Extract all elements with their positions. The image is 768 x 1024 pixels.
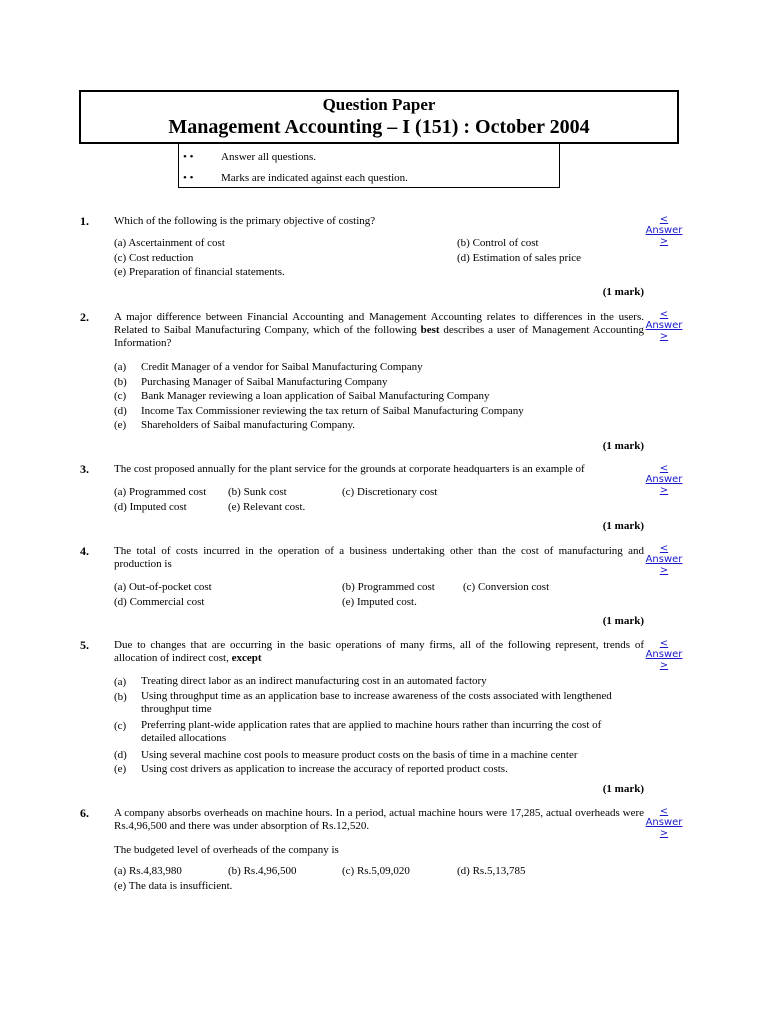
question-number: 1. — [80, 214, 89, 228]
question-number: 2. — [80, 310, 89, 324]
marks-label: (1 mark) — [602, 520, 644, 532]
option: (c) Rs.5,09,020 — [342, 865, 410, 877]
question-subtext: The budgeted level of overheads of the company is — [114, 844, 339, 856]
marks-label: (1 mark) — [602, 440, 644, 452]
option: (e) Relevant cost. — [228, 501, 306, 513]
question-text: The cost proposed annually for the plant service for the grounds at corporate headquarters is an example of — [114, 463, 585, 475]
question-text: A major difference between Financial Accounting and Management Accounting relates to differences in the users. Related to Saibal Manufacturing Company, which of the following best describes a user of Management Accounting Information? — [114, 311, 644, 349]
paper-title: Question Paper — [322, 95, 436, 114]
paper-header — [79, 90, 679, 144]
option: (c) Discretionary cost — [342, 486, 438, 498]
option-letter: (c) — [114, 390, 127, 402]
option: (d) Estimation of sales price — [457, 252, 582, 264]
option-letter: (a) — [114, 676, 127, 688]
option: Credit Manager of a vendor for Saibal Manufacturing Company — [141, 361, 423, 373]
option-letter: (c) — [114, 720, 127, 732]
answer-link[interactable]: < Answer > — [645, 806, 683, 839]
option: (d) Commercial cost — [114, 596, 205, 608]
instruction-item: • • Answer all questions. — [183, 151, 317, 163]
option: Preferring plant-wide application rates that are applied to machine hours rather than incurring the cost of detailed allocations — [141, 719, 602, 744]
option-letter: (b) — [114, 376, 127, 388]
option: Income Tax Commissioner reviewing the tax return of Saibal Manufacturing Company — [141, 405, 524, 417]
option: (a) Ascertainment of cost — [114, 237, 225, 249]
marks-label: (1 mark) — [602, 286, 644, 298]
question-text: Due to changes that are occurring in the basic operations of many firms, all of the following represent, trends of allocation of indirect cost, except — [114, 639, 644, 664]
option: (a) Out-of-pocket cost — [114, 581, 212, 593]
question-number: 5. — [80, 638, 89, 652]
option: Shareholders of Saibal manufacturing Company. — [141, 419, 356, 431]
option: (b) Sunk cost — [228, 486, 287, 498]
option: Bank Manager reviewing a loan application of Saibal Manufacturing Company — [141, 390, 490, 402]
question-number: 6. — [80, 806, 89, 820]
option: Using cost drivers as application to increase the accuracy of reported product costs. — [141, 763, 508, 775]
option: (e) Preparation of financial statements. — [114, 266, 285, 278]
answer-link[interactable]: < Answer > — [645, 463, 683, 496]
option: Using throughput time as an application base to increase awareness of the costs associated with lengthened throughput time — [141, 690, 612, 715]
answer-link[interactable]: < Answer > — [645, 214, 683, 247]
option-letter: (d) — [114, 749, 127, 761]
option-letter: (d) — [114, 405, 127, 417]
option: Purchasing Manager of Saibal Manufacturing Company — [141, 376, 388, 388]
option: (c) Conversion cost — [463, 581, 550, 593]
bullet-icon: • • — [183, 151, 194, 163]
instruction-item: • • Marks are indicated against each question. — [183, 172, 408, 184]
question-number: 4. — [80, 544, 89, 558]
option: (d) Imputed cost — [114, 501, 187, 513]
option: (d) Rs.5,13,785 — [457, 865, 526, 877]
answer-link[interactable]: < Answer > — [645, 543, 683, 576]
question-number: 3. — [80, 462, 89, 476]
option-letter: (e) — [114, 763, 127, 775]
paper-subtitle: Management Accounting – I (151) : October 2004 — [168, 116, 590, 138]
marks-label: (1 mark) — [602, 783, 644, 795]
option: (c) Cost reduction — [114, 252, 194, 264]
answer-link[interactable]: < Answer > — [645, 638, 683, 671]
option-letter: (a) — [114, 361, 127, 373]
option: Using several machine cost pools to measure product costs on the basis of time in a machine center — [141, 749, 578, 761]
question-text: A company absorbs overheads on machine hours. In a period, actual machine hours were 17,285, actual overheads were Rs.4,96,500 and there was under absorption of Rs.12,520. — [114, 807, 644, 832]
instructions-box — [178, 143, 560, 188]
question-text: Which of the following is the primary objective of costing? — [114, 215, 376, 227]
option: Treating direct labor as an indirect manufacturing cost in an automated factory — [141, 675, 487, 687]
option: (e) The data is insufficient. — [114, 880, 233, 892]
option-letter: (b) — [114, 691, 127, 703]
option-letter: (e) — [114, 419, 127, 431]
question-text: The total of costs incurred in the operation of a business undertaking other than the cost of manufacturing and production is — [114, 545, 644, 570]
option: (b) Rs.4,96,500 — [228, 865, 297, 877]
option: (a) Programmed cost — [114, 486, 207, 498]
option: (b) Control of cost — [457, 237, 539, 249]
marks-label: (1 mark) — [602, 615, 644, 627]
option: (e) Imputed cost. — [342, 596, 417, 608]
answer-link[interactable]: < Answer > — [645, 309, 683, 342]
option: (a) Rs.4,83,980 — [114, 865, 182, 877]
option: (b) Programmed cost — [342, 581, 435, 593]
bullet-icon: • • — [183, 172, 194, 184]
